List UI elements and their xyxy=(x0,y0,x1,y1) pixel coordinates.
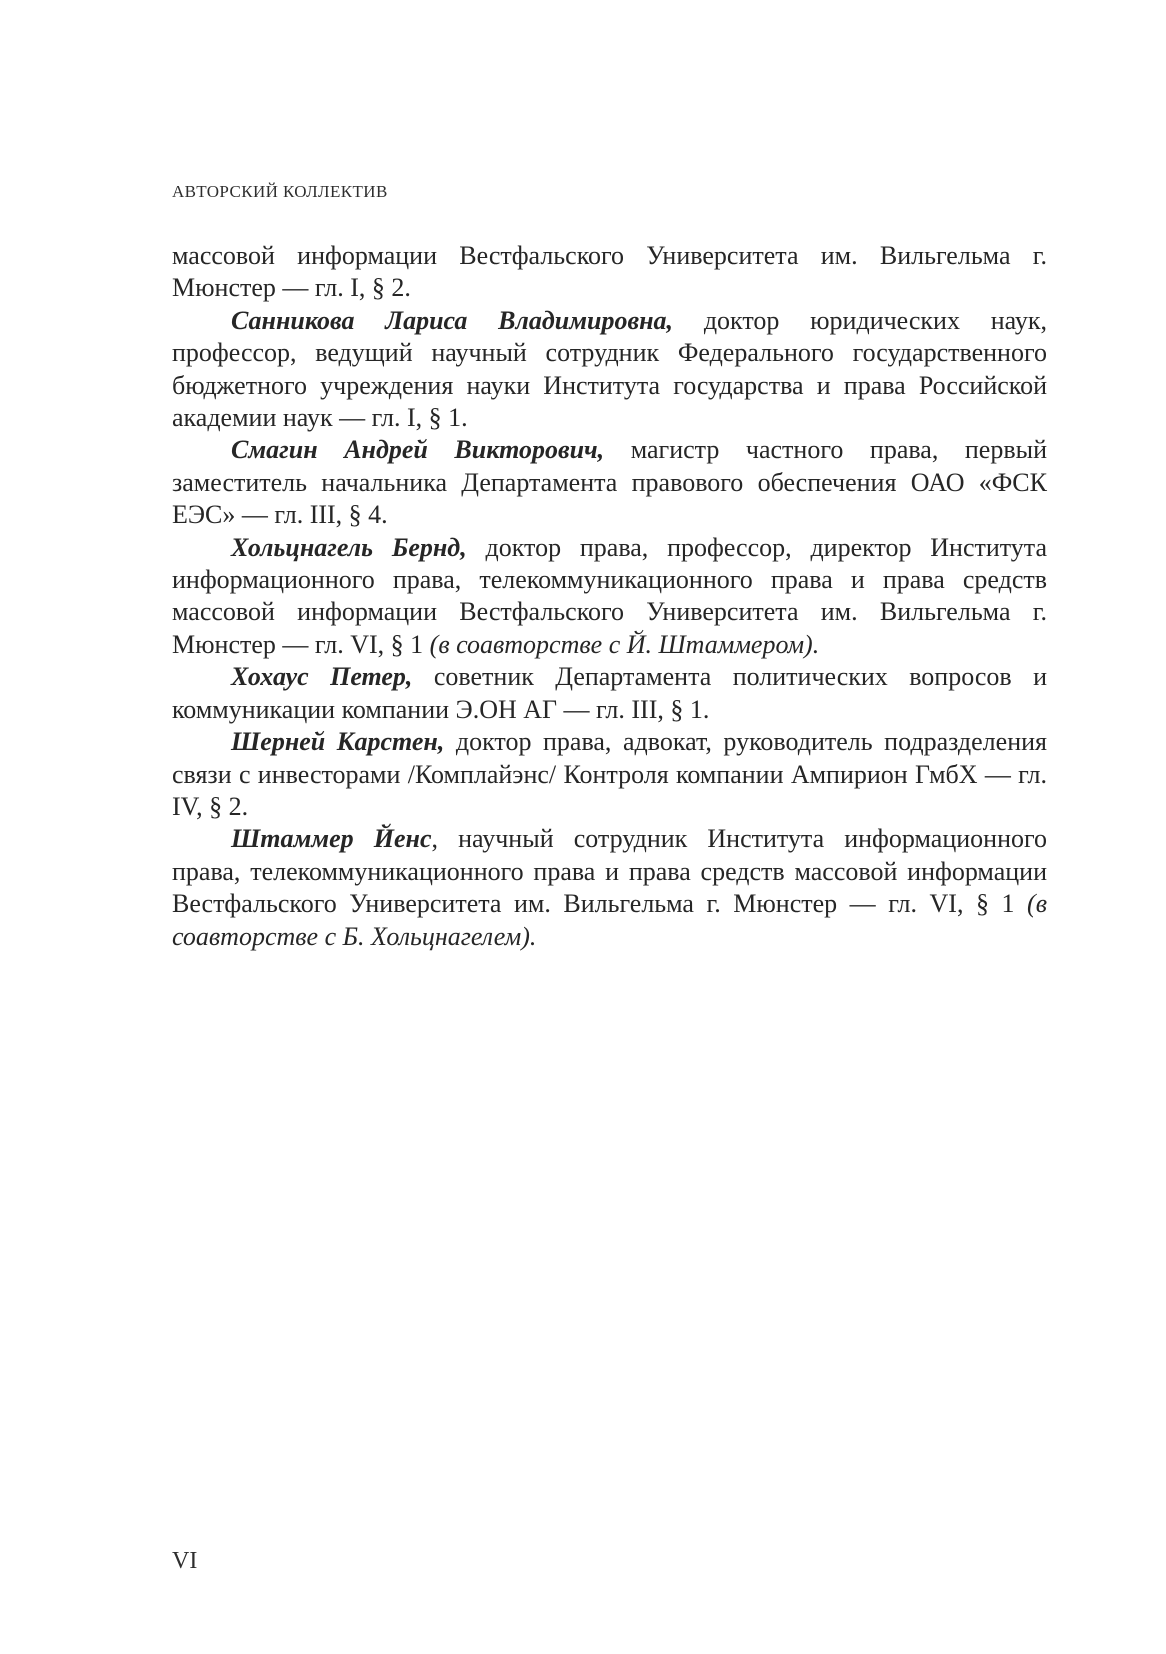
author-list xyxy=(172,240,1047,953)
author-name: Штаммер Йенс xyxy=(231,824,432,854)
author-entry-smagin xyxy=(172,434,1047,531)
continuation-paragraph: массовой информации Вестфальского Университета им. Вильгельма г. Мюнстер — гл. I, § 2. xyxy=(172,241,1047,303)
author-name: Смагин Андрей Викторович, xyxy=(231,435,605,465)
author-name: Хольцнагель Бернд, xyxy=(231,532,467,562)
author-entry-sannikova xyxy=(172,305,1047,435)
author-description: , научный сотрудник Института информационного права, телекоммуникационного права и права средств массовой информации Вестфальского Университета им. Вильгельма г. Мюнстер — гл. VI, § 1 xyxy=(172,824,1047,919)
coauthor-note: (в соавторстве с Й. Штаммером). xyxy=(429,629,820,659)
author-description: советник Департамента политических вопросов и коммуникации компании Э.ОН АГ — гл. III, § 1. xyxy=(172,662,1047,724)
author-description: доктор юридических наук, профессор, ведущий научный сотрудник Федерального государственного бюджетного учреждения науки Института государства и права Российской академии наук — гл. I, § 1. xyxy=(172,305,1047,433)
author-entry-stammer xyxy=(172,823,1047,953)
author-name: Хохаус Петер, xyxy=(231,662,413,692)
author-entry-hohaus xyxy=(172,661,1047,726)
author-name: Шерней Карстен, xyxy=(231,727,445,757)
author-entry-scherney xyxy=(172,726,1047,823)
author-description: магистр частного права, первый заместитель начальника Департамента правового обеспечения ОАО «ФСК ЕЭС» — гл. III, § 4. xyxy=(172,435,1047,530)
author-description: доктор права, профессор, директор Института информационного права, телекоммуникационного права и права средств массовой информации Вестфальского Университета им. Вильгельма г. Мюнстер — гл. VI, § 1 xyxy=(172,532,1047,659)
author-entry-holznagel xyxy=(172,532,1047,662)
author-name: Санникова Лариса Владимировна, xyxy=(231,305,674,335)
running-title: АВТОРСКИЙ КОЛЛЕКТИВ xyxy=(172,182,388,201)
author-description: доктор права, адвокат, руководитель подразделения связи с инвесторами /Комплайэнс/ Контроля компании Ампирион ГмбХ — гл. IV, § 2. xyxy=(172,727,1047,821)
page-number: VI xyxy=(172,1548,198,1574)
coauthor-note: (в соавторстве с Б. Хольцнагелем). xyxy=(172,889,1047,951)
